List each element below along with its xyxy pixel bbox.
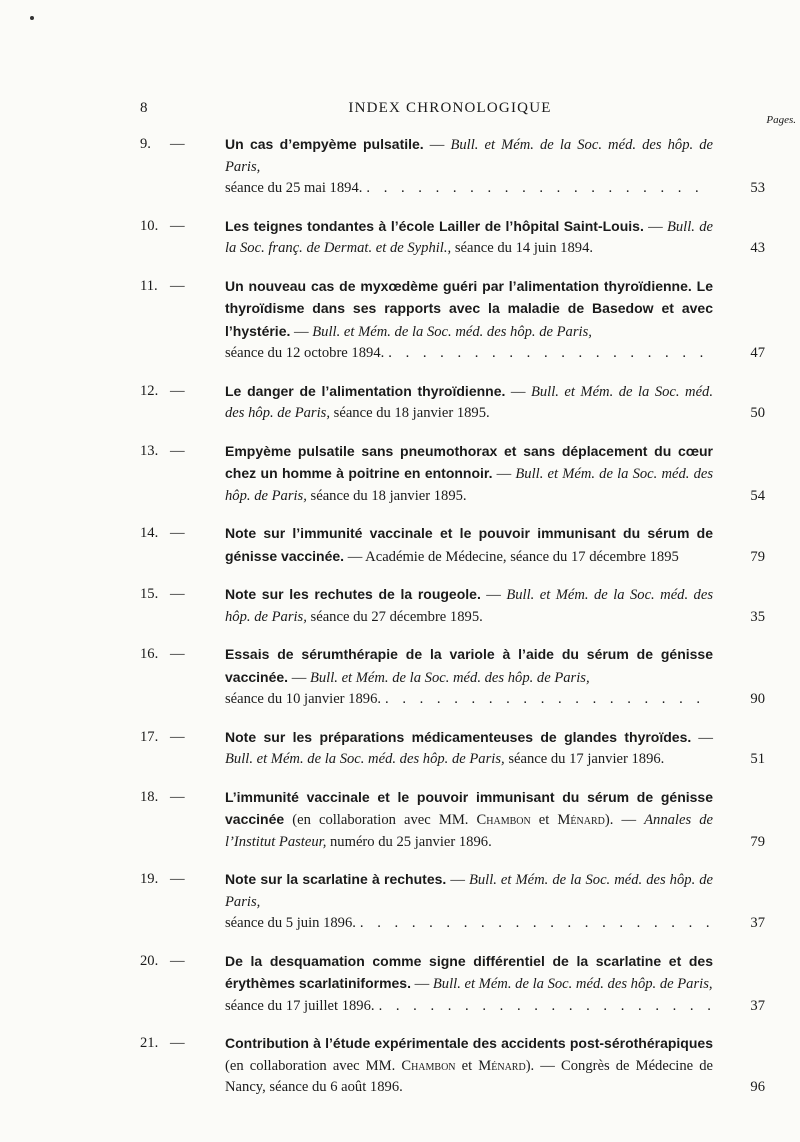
entry-reference: Bull. et Mém. de la Soc. méd. des hôp. de Paris, [225, 137, 714, 175]
entry-dash: — [170, 442, 185, 459]
entry-page-number: 37 [750, 997, 765, 1014]
entry-reference: Bull. et Mém. de la Soc. méd. des hôp. de Paris, [312, 323, 592, 340]
index-entry: 13. — Empyème pulsatile sans pneumothorax et sans déplacement du cœur chez un homme à poitrine en entonnoir. — Bull. et Mém. de la Soc. méd. des hôp. de Paris, séance du 18 janvier 1895. 54 [140, 441, 765, 508]
collab-prefix: (en collaboration avec MM. [292, 812, 477, 828]
entry-page-number: 37 [750, 915, 765, 931]
entry-session: Académie de Médecine, séance du 17 décembre 1895 [365, 548, 679, 565]
collab-conjunction: et [530, 812, 558, 828]
entry-number: 11. [140, 277, 158, 294]
entry-reference: Bull. et Mém. de la Soc. méd. des hôp. de Paris, [225, 751, 505, 767]
entry-session: séance du 17 janvier 1896. [508, 751, 665, 767]
entry-dash: — [170, 586, 185, 602]
entry-number: 20. [140, 952, 159, 969]
entry-session: séance du 12 octobre 1894. [225, 345, 385, 361]
index-entry: 18. — L’immunité vaccinale et le pouvoir immunisant du sérum de génisse vaccinée (en collaboration avec MM. Chambon et Ménard). — Annales de l’Institut Pasteur, numéro du 25 janvier 1896. 79 [140, 787, 765, 854]
dot-leader [379, 996, 713, 1018]
entry-reference: Annales de l’Institut Pasteur, [225, 812, 713, 850]
collaborator-name: Chambon [476, 812, 531, 828]
entry-title: Contribution à l’étude expérimentale des accidents post-sérothérapiques [225, 1035, 713, 1051]
entry-page-number: 51 [750, 751, 765, 767]
index-entry: 19. — Note sur la scarlatine à rechutes. — Bull. et Mém. de la Soc. méd. des hôp. de Paris, séance du 5 juin 1896. . . . 37 [140, 869, 765, 935]
entry-session: séance du 25 mai 1894. [225, 180, 363, 196]
entry-reference: Bull. et Mém. de la Soc. méd. des hôp. de Paris, [309, 669, 590, 686]
collab-suffix: ). [604, 812, 614, 828]
entry-title: Un cas d’empyème pulsatile. [225, 136, 424, 152]
entry-title: Note sur les préparations médicamenteuses de glandes thyroïdes. [225, 728, 692, 745]
running-title: INDEX CHRONOLOGIQUE [348, 100, 552, 116]
index-entry: 17. — Note sur les préparations médicamenteuses de glandes thyroïdes. — Bull. et Mém. de la Soc. méd. des hôp. de Paris, séance du 17 janvier 1896. 51 [140, 727, 765, 771]
entry-page-number: 47 [750, 345, 765, 361]
entry-title: Un nouveau cas de myxœdème guéri par l’alimentation thyroïdienne. Le thyroïdisme dans ses rapports avec la maladie de Basedow et avec l’hystérie. [225, 277, 713, 339]
entry-dash: — [170, 277, 185, 294]
entry-reference: Bull. et Mém. de la Soc. méd. des hôp. de Paris, [225, 587, 714, 625]
entry-page-number: 90 [750, 691, 765, 707]
index-entry: 11. — Un nouveau cas de myxœdème guéri par l’alimentation thyroïdienne. Le thyroïdisme dans ses rapports avec la maladie de Basedow et avec l’hystérie. — Bull. et Mém. de la Soc. méd. des hôp. de Paris, séance du 12 octobre 1894. . . . 47 [140, 276, 765, 365]
entry-session: séance du 17 juillet 1896. [225, 997, 375, 1014]
entry-title: Les teignes tondantes à l’école Lailler de l’hôpital Saint-Louis. [225, 217, 644, 234]
entry-dash: — [170, 382, 185, 399]
index-entry: 12. — Le danger de l’alimentation thyroïdienne. — Bull. et Mém. de la Soc. méd. des hôp. de Paris, séance du 18 janvier 1895. 50 [140, 381, 765, 425]
entry-title: Le danger de l’alimentation thyroïdienne. [225, 382, 506, 399]
entry-session: séance du 18 janvier 1895. [333, 405, 490, 421]
entry-number: 10. [140, 217, 159, 234]
entry-title: L’immunité vaccinale et le pouvoir immunisant du sérum de génisse vaccinée [225, 788, 713, 827]
dot-leader [360, 913, 713, 935]
entry-number: 14. [140, 525, 159, 541]
page-number: 8 [140, 100, 148, 116]
entry-dash: — [170, 952, 185, 969]
entry-page-number: 96 [750, 1079, 765, 1095]
entry-dash: — [170, 871, 185, 887]
entry-dash: — [170, 728, 185, 745]
dot-leader [388, 343, 713, 365]
entry-dash: — [170, 646, 185, 662]
entry-number: 19. [140, 871, 159, 887]
entry-session: séance du 27 décembre 1895. [310, 608, 483, 625]
entry-dash: — [170, 1035, 185, 1051]
collaborator-name: Ménard [478, 1057, 526, 1074]
index-entry: 9. — Un cas d’empyème pulsatile. — Bull. et Mém. de la Soc. méd. des hôp. de Paris, séance du 25 mai 1894. . . . 53 [140, 134, 765, 200]
entry-number: 18. [140, 788, 159, 805]
collab-suffix: ). [525, 1057, 535, 1074]
entry-dash: — [170, 525, 185, 541]
chronological-index-list [140, 134, 765, 1099]
collaborator-name: Ménard [557, 812, 605, 828]
entry-title: Note sur la scarlatine à rechutes. [225, 871, 447, 887]
entry-page-number: 43 [750, 240, 765, 256]
entry-page-number: 53 [750, 180, 765, 196]
entry-reference: Bull. et Mém. de la Soc. méd. des hôp. de Paris, [225, 872, 714, 910]
entry-session: séance du 10 janvier 1896. [225, 691, 382, 707]
entry-page-number: 54 [750, 487, 765, 504]
index-entry: 14. — Note sur l’immunité vaccinale et le pouvoir immunisant du sérum de génisse vaccinée. — Académie de Médecine, séance du 17 décembre 1895 79 [140, 523, 765, 568]
stray-ink-dot [30, 16, 34, 20]
entry-session: numéro du 25 janvier 1896. [330, 833, 492, 850]
entry-reference: Bull. et Mém. de la Soc. méd. des hôp. de Paris, [225, 383, 713, 421]
collab-conjunction: et [455, 1057, 479, 1074]
entry-session: Congrès de Médecine de Nancy, séance du 6 août 1896. [225, 1057, 714, 1095]
dot-leader [366, 178, 713, 200]
entry-number: 21. [140, 1035, 159, 1051]
collaborator-name: Chambon [401, 1057, 456, 1074]
entry-dash: — [170, 217, 185, 234]
entry-number: 13. [140, 442, 159, 459]
collab-prefix: (en collaboration avec MM. [225, 1057, 402, 1074]
entry-number: 9. [140, 136, 151, 152]
entry-page-number: 79 [750, 833, 765, 850]
index-entry: 20. — De la desquamation comme signe différentiel de la scarlatine et des érythèmes scarlatiniformes. — Bull. et Mém. de la Soc. méd. des hôp. de Paris, séance du 17 juillet 1896. . . . 37 [140, 951, 765, 1018]
entry-title: Note sur les rechutes de la rougeole. [225, 586, 481, 602]
entry-dash: — [170, 788, 185, 805]
entry-title: Empyème pulsatile sans pneumothorax et sans déplacement du cœur chez un homme à poitrine en entonnoir. [225, 442, 713, 481]
dot-leader [385, 689, 713, 711]
entry-page-number: 50 [750, 405, 765, 421]
pages-column-label: Pages. [766, 114, 796, 126]
entry-title: Note sur l’immunité vaccinale et le pouvoir immunisant du sérum de génisse vaccinée. [225, 525, 713, 564]
entry-dash: — [170, 136, 185, 152]
entry-reference: Bull. et Mém. de la Soc. méd. des hôp. de Paris, [432, 976, 713, 992]
entry-title: Essais de sérumthérapie de la variole à l’aide du sérum de génisse vaccinée. [225, 646, 713, 685]
page-header [140, 100, 760, 124]
index-entry: 15. — Note sur les rechutes de la rougeole. — Bull. et Mém. de la Soc. méd. des hôp. de Paris, séance du 27 décembre 1895. 35 [140, 584, 765, 628]
entry-title: De la desquamation comme signe différentiel de la scarlatine et des érythèmes scarlatiniformes. [225, 952, 713, 991]
entry-session: séance du 18 janvier 1895. [310, 487, 467, 504]
index-entry: 21. — Contribution à l’étude expérimentale des accidents post-sérothérapiques (en collaboration avec MM. Chambon et Ménard). — Congrès de Médecine de Nancy, séance du 6 août 1896. 96 [140, 1033, 765, 1099]
entry-page-number: 79 [750, 548, 765, 565]
entry-number: 16. [140, 646, 159, 662]
entry-session: séance du 14 juin 1894. [454, 240, 594, 256]
entry-reference: Bull. et Mém. de la Soc. méd. des hôp. de Paris, [225, 466, 714, 504]
entry-reference: Bull. de la Soc. franç. de Dermat. et de Syphil., [225, 218, 713, 256]
index-entry: 16. — Essais de sérumthérapie de la variole à l’aide du sérum de génisse vaccinée. — Bull. et Mém. de la Soc. méd. des hôp. de Paris, séance du 10 janvier 1896. . . . 90 [140, 644, 765, 711]
entry-page-number: 35 [750, 608, 765, 625]
index-entry: 10. — Les teignes tondantes à l’école Lailler de l’hôpital Saint-Louis. — Bull. de la Soc. franç. de Dermat. et de Syphil., séance du 14 juin 1894. 43 [140, 216, 765, 260]
entry-number: 15. [140, 586, 159, 602]
entry-session: séance du 5 juin 1896. [225, 915, 356, 931]
entry-number: 17. [140, 728, 159, 745]
entry-number: 12. [140, 382, 159, 399]
